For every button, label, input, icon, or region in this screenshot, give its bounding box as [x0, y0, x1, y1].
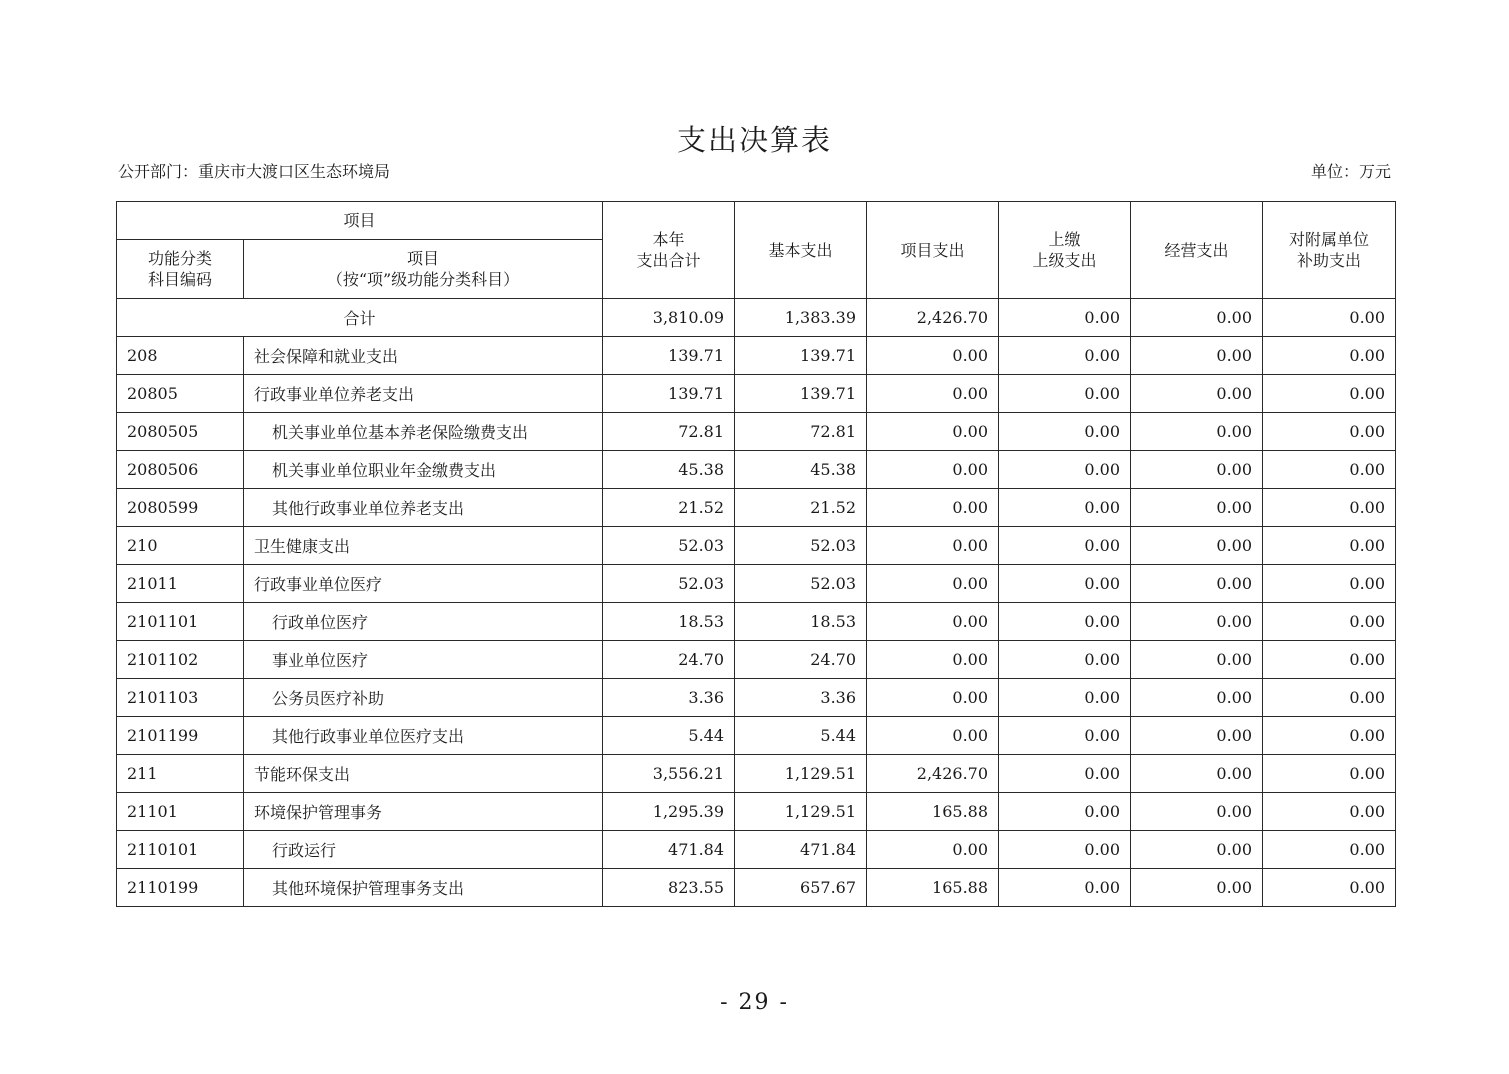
code-cell: 21011 [117, 565, 244, 603]
total-cell: 1,295.39 [603, 793, 735, 831]
remit-cell: 0.00 [999, 869, 1131, 907]
basic-cell: 24.70 [735, 641, 867, 679]
name-cell: 公务员医疗补助 [244, 679, 603, 717]
remit-cell: 0.00 [999, 527, 1131, 565]
operating-cell: 0.00 [1131, 413, 1263, 451]
code-cell: 2101101 [117, 603, 244, 641]
code-cell: 2080505 [117, 413, 244, 451]
remit-cell: 0.00 [999, 755, 1131, 793]
table-row [117, 413, 1396, 451]
name-cell: 行政运行 [244, 831, 603, 869]
operating-cell: 0.00 [1131, 869, 1263, 907]
remit-cell: 0.00 [999, 489, 1131, 527]
code-cell: 2080506 [117, 451, 244, 489]
total-cell: 18.53 [603, 603, 735, 641]
name-cell: 行政单位医疗 [244, 603, 603, 641]
total-cell: 5.44 [603, 717, 735, 755]
table-row [117, 375, 1396, 413]
total-cell: 72.81 [603, 413, 735, 451]
total-cell: 3,556.21 [603, 755, 735, 793]
basic-cell: 1,129.51 [735, 793, 867, 831]
remit-cell: 0.00 [999, 375, 1131, 413]
basic-cell: 45.38 [735, 451, 867, 489]
operating-cell: 0.00 [1131, 679, 1263, 717]
subsidy-cell: 0.00 [1263, 413, 1396, 451]
operating-cell: 0.00 [1131, 489, 1263, 527]
subsidy-cell: 0.00 [1263, 831, 1396, 869]
operating-cell: 0.00 [1131, 717, 1263, 755]
code-cell: 2110199 [117, 869, 244, 907]
operating-cell: 0.00 [1131, 527, 1263, 565]
project-cell: 165.88 [867, 793, 999, 831]
remit-cell: 0.00 [999, 831, 1131, 869]
subsidy-cell: 0.00 [1263, 299, 1396, 337]
header-total-line2: 支出合计 [636, 251, 701, 270]
code-cell: 2101102 [117, 641, 244, 679]
department-label: 公开部门：重庆市大渡口区生态环境局 [118, 162, 391, 181]
remit-cell: 0.00 [999, 299, 1131, 337]
operating-cell: 0.00 [1131, 641, 1263, 679]
basic-cell: 139.71 [735, 337, 867, 375]
name-cell: 其他环境保护管理事务支出 [244, 869, 603, 907]
name-cell: 事业单位医疗 [244, 641, 603, 679]
project-cell: 0.00 [867, 641, 999, 679]
code-cell: 211 [117, 755, 244, 793]
project-cell: 165.88 [867, 869, 999, 907]
basic-cell: 18.53 [735, 603, 867, 641]
basic-cell: 5.44 [735, 717, 867, 755]
basic-cell: 657.67 [735, 869, 867, 907]
total-cell: 139.71 [603, 375, 735, 413]
header-code-line1: 功能分类 [147, 249, 212, 268]
basic-cell: 1,383.39 [735, 299, 867, 337]
project-cell: 0.00 [867, 831, 999, 869]
subsidy-cell: 0.00 [1263, 717, 1396, 755]
operating-cell: 0.00 [1131, 755, 1263, 793]
total-cell: 24.70 [603, 641, 735, 679]
total-label: 合计 [117, 299, 603, 337]
table-row [117, 527, 1396, 565]
subsidy-cell: 0.00 [1263, 603, 1396, 641]
table-row [117, 603, 1396, 641]
name-cell: 机关事业单位职业年金缴费支出 [244, 451, 603, 489]
total-cell: 139.71 [603, 337, 735, 375]
total-row [117, 299, 1396, 337]
operating-cell: 0.00 [1131, 831, 1263, 869]
operating-cell: 0.00 [1131, 603, 1263, 641]
project-cell: 2,426.70 [867, 755, 999, 793]
header-code-line2: 科目编码 [147, 270, 212, 289]
remit-cell: 0.00 [999, 413, 1131, 451]
name-cell: 行政事业单位医疗 [244, 565, 603, 603]
table-row [117, 641, 1396, 679]
table-row [117, 793, 1396, 831]
page-title: 支出决算表 [676, 123, 832, 157]
name-cell: 社会保障和就业支出 [244, 337, 603, 375]
subsidy-cell: 0.00 [1263, 527, 1396, 565]
total-cell: 52.03 [603, 527, 735, 565]
operating-cell: 0.00 [1131, 565, 1263, 603]
header-total [603, 202, 735, 299]
subsidy-cell: 0.00 [1263, 869, 1396, 907]
total-cell: 471.84 [603, 831, 735, 869]
project-cell: 0.00 [867, 717, 999, 755]
basic-cell: 139.71 [735, 375, 867, 413]
total-cell: 21.52 [603, 489, 735, 527]
header-remit-line2: 上级支出 [1032, 251, 1097, 270]
remit-cell: 0.00 [999, 337, 1131, 375]
total-cell: 823.55 [603, 869, 735, 907]
header-basic: 基本支出 [735, 202, 867, 299]
header-project-group: 项目 [117, 202, 603, 240]
project-cell: 0.00 [867, 451, 999, 489]
header-remit-line1: 上缴 [1048, 230, 1081, 249]
remit-cell: 0.00 [999, 603, 1131, 641]
basic-cell: 3.36 [735, 679, 867, 717]
project-cell: 0.00 [867, 603, 999, 641]
subsidy-cell: 0.00 [1263, 337, 1396, 375]
name-cell: 节能环保支出 [244, 755, 603, 793]
code-cell: 2101199 [117, 717, 244, 755]
project-cell: 0.00 [867, 413, 999, 451]
table-row [117, 831, 1396, 869]
name-cell: 其他行政事业单位医疗支出 [244, 717, 603, 755]
subsidy-cell: 0.00 [1263, 679, 1396, 717]
basic-cell: 52.03 [735, 565, 867, 603]
operating-cell: 0.00 [1131, 793, 1263, 831]
table-row [117, 679, 1396, 717]
page-number: - 29 - [720, 990, 789, 1015]
remit-cell: 0.00 [999, 717, 1131, 755]
project-cell: 0.00 [867, 565, 999, 603]
project-cell: 2,426.70 [867, 299, 999, 337]
name-cell: 其他行政事业单位养老支出 [244, 489, 603, 527]
project-cell: 0.00 [867, 489, 999, 527]
code-cell: 2080599 [117, 489, 244, 527]
basic-cell: 52.03 [735, 527, 867, 565]
header-code [117, 240, 244, 299]
code-cell: 21101 [117, 793, 244, 831]
table-row [117, 489, 1396, 527]
remit-cell: 0.00 [999, 451, 1131, 489]
name-cell: 环境保护管理事务 [244, 793, 603, 831]
code-cell: 2110101 [117, 831, 244, 869]
project-cell: 0.00 [867, 527, 999, 565]
header-subsidy [1263, 202, 1396, 299]
expense-table [116, 201, 1396, 907]
header-operating: 经营支出 [1131, 202, 1263, 299]
name-cell: 机关事业单位基本养老保险缴费支出 [244, 413, 603, 451]
total-cell: 45.38 [603, 451, 735, 489]
operating-cell: 0.00 [1131, 337, 1263, 375]
header-total-line1: 本年 [652, 230, 685, 249]
header-name-line2: （按“项”级功能分类科目） [326, 270, 520, 289]
code-cell: 2101103 [117, 679, 244, 717]
table-row [117, 869, 1396, 907]
basic-cell: 1,129.51 [735, 755, 867, 793]
header-remit [999, 202, 1131, 299]
table-row [117, 337, 1396, 375]
basic-cell: 72.81 [735, 413, 867, 451]
name-cell: 行政事业单位养老支出 [244, 375, 603, 413]
name-cell: 卫生健康支出 [244, 527, 603, 565]
subsidy-cell: 0.00 [1263, 641, 1396, 679]
operating-cell: 0.00 [1131, 299, 1263, 337]
total-cell: 3.36 [603, 679, 735, 717]
project-cell: 0.00 [867, 375, 999, 413]
subsidy-cell: 0.00 [1263, 565, 1396, 603]
basic-cell: 471.84 [735, 831, 867, 869]
project-cell: 0.00 [867, 337, 999, 375]
code-cell: 210 [117, 527, 244, 565]
project-cell: 0.00 [867, 679, 999, 717]
operating-cell: 0.00 [1131, 375, 1263, 413]
remit-cell: 0.00 [999, 641, 1131, 679]
header-name [244, 240, 603, 299]
table-row [117, 717, 1396, 755]
subsidy-cell: 0.00 [1263, 451, 1396, 489]
total-cell: 52.03 [603, 565, 735, 603]
table-row [117, 755, 1396, 793]
basic-cell: 21.52 [735, 489, 867, 527]
code-cell: 208 [117, 337, 244, 375]
subsidy-cell: 0.00 [1263, 375, 1396, 413]
code-cell: 20805 [117, 375, 244, 413]
header-project: 项目支出 [867, 202, 999, 299]
header-name-line1: 项目 [407, 249, 440, 268]
remit-cell: 0.00 [999, 565, 1131, 603]
header-subsidy-line1: 对附属单位 [1289, 230, 1370, 249]
remit-cell: 0.00 [999, 679, 1131, 717]
total-cell: 3,810.09 [603, 299, 735, 337]
table-row [117, 565, 1396, 603]
subsidy-cell: 0.00 [1263, 793, 1396, 831]
table-row [117, 451, 1396, 489]
operating-cell: 0.00 [1131, 451, 1263, 489]
unit-label: 单位：万元 [1310, 162, 1391, 181]
header-subsidy-line2: 补助支出 [1297, 251, 1362, 270]
subsidy-cell: 0.00 [1263, 489, 1396, 527]
remit-cell: 0.00 [999, 793, 1131, 831]
subsidy-cell: 0.00 [1263, 755, 1396, 793]
